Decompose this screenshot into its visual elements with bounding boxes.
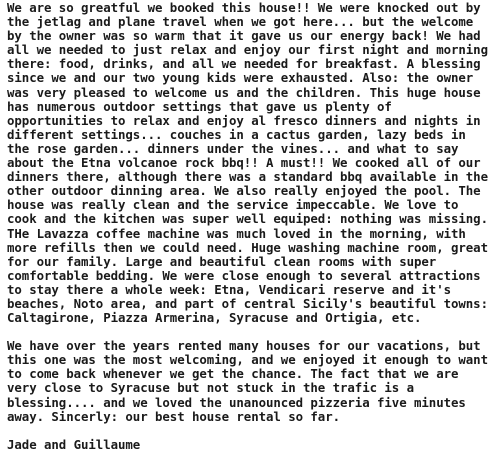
- review-paragraph-2: We have over the years rented many houses for our vacations, but this one was the most welcoming, and we enjoyed it enough to want to come back whenever we get the chance. The fact that we are very close to Syracuse but not stuck in the trafic is a blessing.... and we loved the unanounced pizzeria five minutes away. Sincerly: our best house rental so far.: [7, 338, 488, 424]
- review-paragraph-1: We are so greatful we booked this house!! We were knocked out by the jetlag and plane travel when we got here... but the welcome by the owner was so warm that it gave us our energy back! We had all we needed to just relax and enjoy our first night and morning there: food, drinks, and all we needed for breakfast. A blessing since we and our two young kids were exhausted. Also: the owner was very pleased to welcome us and the children. This huge house has numerous outdoor settings that gave us plenty of opportunities to relax and enjoy al fresco dinners and nights in different settings... couches in a cactus garden, lazy beds in the rose garden... dinners under the vines... and what to say about the Etna volcanoe rock bbq!! A must!! We cooked all of our dinners there, although there was a standard bbq available in the other outdoor dinning area. We also really enjoyed the pool. The house was really clean and the service impeccable. We love to cook and the kitchen was super well equiped: nothing was missing. THe Lavazza coffee machine was much loved in the morning, with more refills then we could need. Huge washing machine room, great for our family. Large and beautiful clean rooms with super comfortable bedding. We were close enough to several attractions to stay there a whole week: Etna, Vendicari reserve and it's beaches, Noto area, and part of central Sicily's beautiful towns: Caltagirone, Piazza Armerina, Syracuse and Ortigia, etc.: [7, 0, 488, 326]
- review-text: [7, 1, 495, 452]
- review-signature: Jade and Guillaume: [7, 436, 141, 452]
